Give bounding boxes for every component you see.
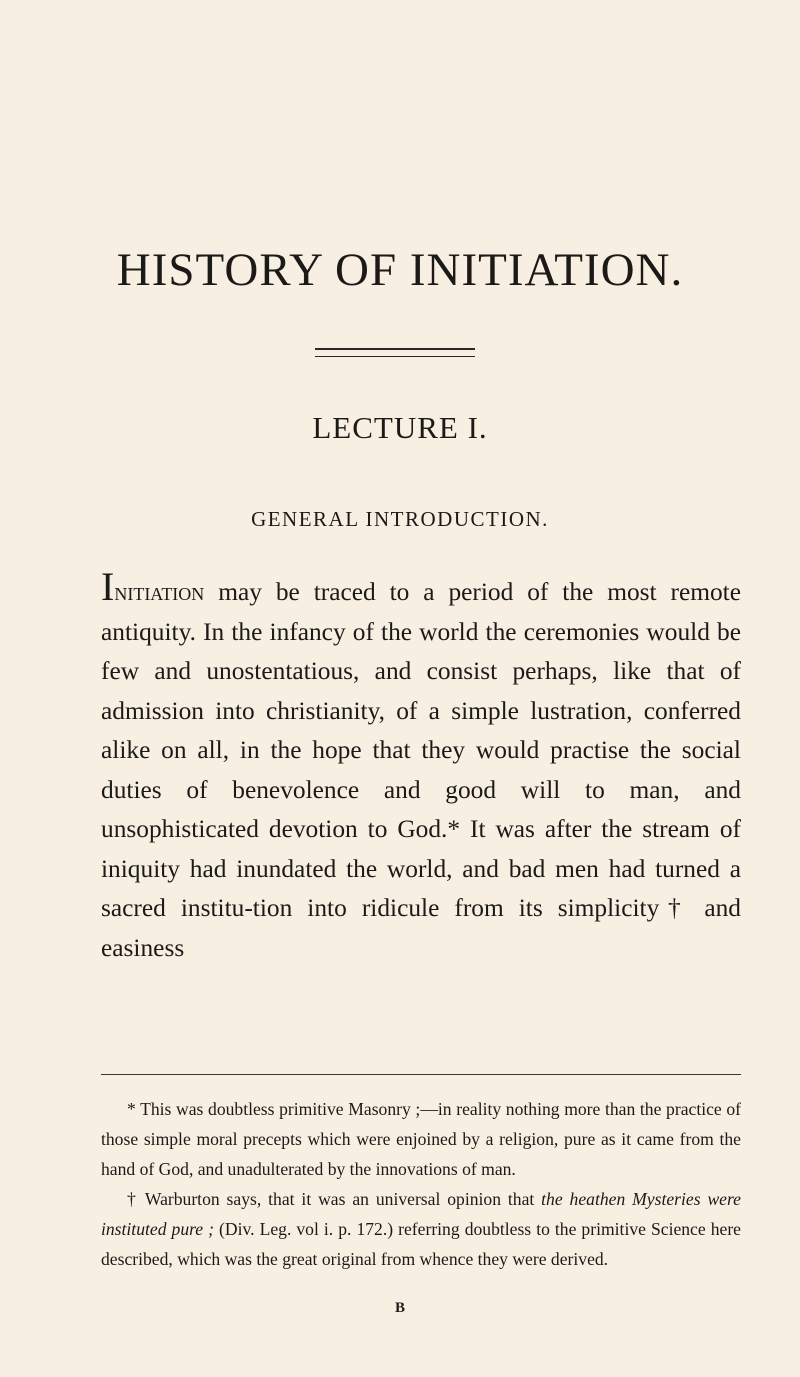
paragraph-text: may be traced to a period of the most remote antiquity. In the infancy of the world the ceremonies would be few and unostentatious, and consist perhaps, like that of admission into christianity, of a simple lustration, conferred alike on all, in the hope that they would practise the social duties of benevolence and good will to man, and unsophisticated devotion to God.* It was after the stream of iniquity had inundated the world, and bad men had turned a sacred institu-tion into ridicule from its simplicity† and easiness	[101, 578, 741, 962]
footnote-2-italic: the heathen Mysteries were instituted pure ;	[101, 1189, 741, 1239]
drop-cap: I	[101, 564, 115, 609]
footnote-2-text: † Warburton says, that it was an universal opinion that	[127, 1189, 542, 1209]
footnotes	[101, 1094, 741, 1274]
title-divider	[315, 348, 475, 357]
section-heading: GENERAL INTRODUCTION.	[251, 507, 549, 531]
footnote-2	[101, 1184, 741, 1274]
footnote-1: * This was doubtless primitive Masonry ;—in reality nothing more than the practice of those simple moral precepts which were enjoined by a religion, pure as it came from the hand of God, and unadulterated by the innovations of man.	[101, 1099, 741, 1179]
footnote-divider	[101, 1074, 741, 1075]
body-paragraph	[101, 564, 741, 968]
book-title: HISTORY OF INITIATION.	[116, 244, 684, 297]
footnote-2-rest: (Div. Leg. vol i. p. 172.) referring doubtless to the primitive Science here described, which was the great original from whence they were derived.	[101, 1219, 741, 1269]
signature-mark: B	[394, 1300, 405, 1316]
opening-word: nitiation	[114, 578, 205, 606]
lecture-heading: LECTURE I.	[312, 410, 488, 445]
